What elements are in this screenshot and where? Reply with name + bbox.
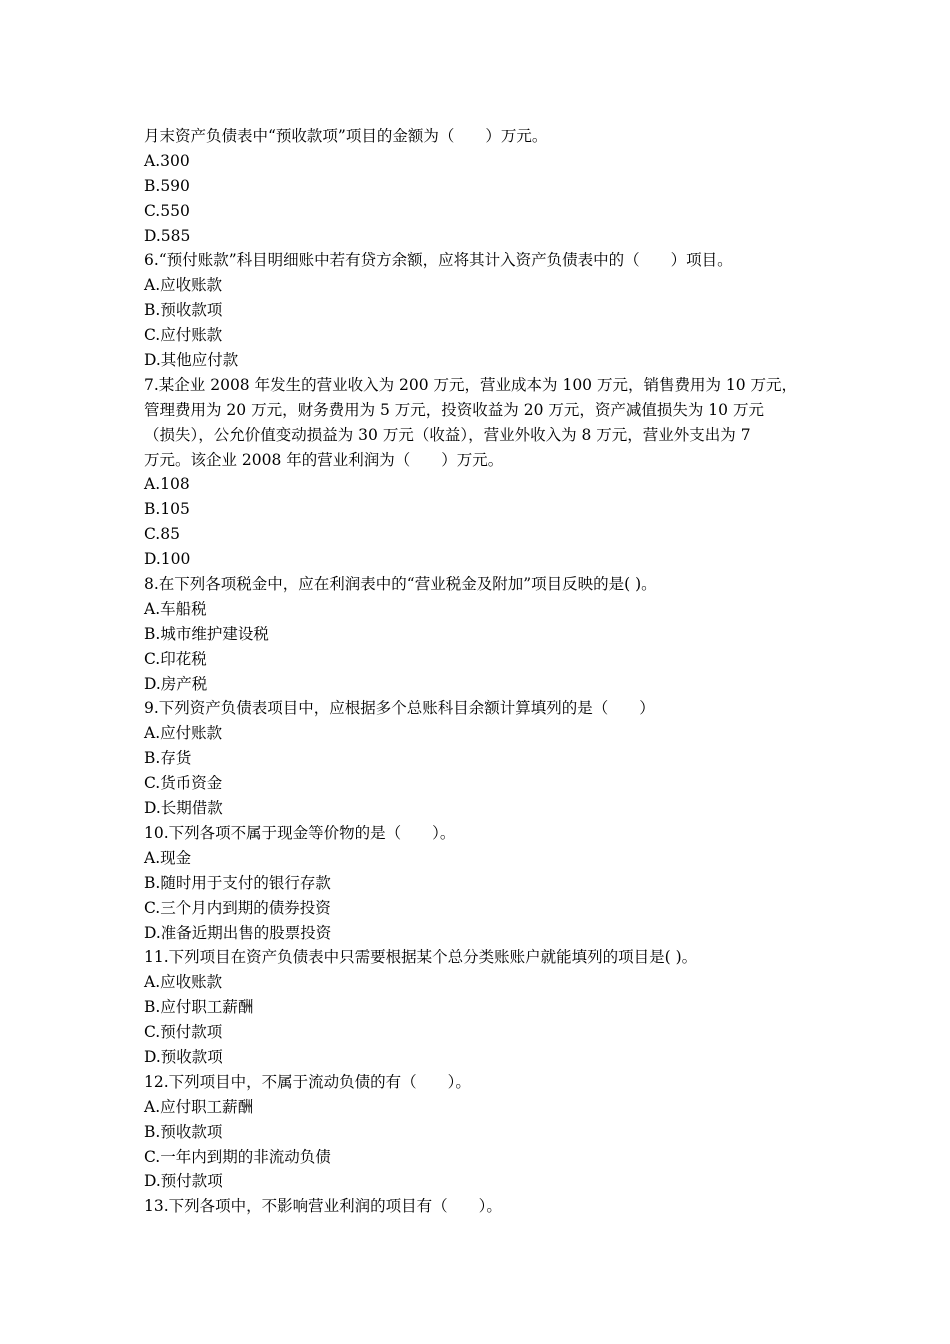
question-6-option-b: B.预收款项: [144, 301, 223, 320]
question-12-option-b: B.预收款项: [144, 1122, 223, 1141]
question-9-option-d: D.长期借款: [144, 799, 223, 818]
question-8-option-a: A.车船税: [144, 599, 207, 618]
question-10-option-a: A.现金: [144, 848, 192, 867]
question-8-option-c: C.印花税: [144, 649, 207, 668]
question-7-option-a: A.108: [144, 475, 190, 494]
question-5-stem: 月末资产负债表中“预收款项”项目的金额为（ ）万元。: [144, 127, 548, 145]
question-7-option-b: B.105: [144, 500, 190, 519]
question-11-option-d: D.预收款项: [144, 1047, 223, 1066]
question-11-option-a: A.应收账款: [144, 973, 223, 992]
question-8-stem: 8.在下列各项税金中，应在利润表中的“营业税金及附加”项目反映的是( )。: [144, 575, 657, 594]
question-10-option-d: D.准备近期出售的股票投资: [144, 923, 332, 942]
question-5-option-b: B.590: [144, 176, 190, 195]
question-6-option-d: D.其他应付款: [144, 351, 239, 370]
question-12-option-c: C.一年内到期的非流动负债: [144, 1147, 331, 1166]
question-6-option-a: A.应收账款: [144, 276, 223, 295]
question-7-stem: [144, 373, 812, 473]
question-12-option-a: A.应付职工薪酬: [144, 1097, 254, 1116]
question-7-stem-line: 7.某企业 2008 年发生的营业收入为 200 万元，营业成本为 100 万元，销售费用为 10 万元，: [144, 375, 798, 394]
question-9-stem: 9.下列资产负债表项目中，应根据多个总账科目余额计算填列的是（ ）: [144, 699, 655, 718]
question-11-option-c: C.预付款项: [144, 1023, 223, 1042]
question-5-option-d: D.585: [144, 226, 191, 245]
question-10-stem: 10.下列各项不属于现金等价物的是（ ）。: [144, 823, 456, 842]
question-12-stem: 12.下列项目中，不属于流动负债的有（ ）。: [144, 1072, 471, 1091]
question-9-option-b: B.存货: [144, 749, 192, 768]
question-9-option-a: A.应付账款: [144, 724, 223, 743]
question-13-stem: 13.下列各项中，不影响营业利润的项目有（ ）。: [144, 1197, 502, 1216]
question-12-option-d: D.预付款项: [144, 1172, 223, 1191]
question-7-stem-line: 管理费用为 20 万元，财务费用为 5 万元，投资收益为 20 万元，资产减值损失为 10 万元: [144, 400, 764, 419]
question-6-option-c: C.应付账款: [144, 326, 223, 345]
question-7-stem-line: （损失），公允价值变动损益为 30 万元（收益），营业外收入为 8 万元，营业外支出为 7: [144, 425, 751, 444]
question-9-option-c: C.货币资金: [144, 774, 223, 793]
question-8-option-d: D.房产税: [144, 674, 208, 693]
question-8-option-b: B.城市维护建设税: [144, 624, 269, 643]
question-10-option-c: C.三个月内到期的债券投资: [144, 898, 331, 917]
question-5-option-a: A.300: [144, 151, 190, 170]
question-11-option-b: B.应付职工薪酬: [144, 998, 254, 1017]
document-page: [144, 124, 812, 1219]
question-10-option-b: B.随时用于支付的银行存款: [144, 873, 331, 892]
question-7-option-d: D.100: [144, 550, 191, 569]
question-7-option-c: C.85: [144, 525, 180, 544]
question-7-stem-line: 万元。该企业 2008 年的营业利润为（ ）万元。: [144, 450, 504, 469]
question-5-option-c: C.550: [144, 201, 190, 220]
question-11-stem: 11.下列项目在资产负债表中只需要根据某个总分类账账户就能填列的项目是( )。: [144, 948, 698, 967]
question-6-stem: 6.“预付账款”科目明细账中若有贷方余额，应将其计入资产负债表中的（ ）项目。: [144, 251, 733, 270]
